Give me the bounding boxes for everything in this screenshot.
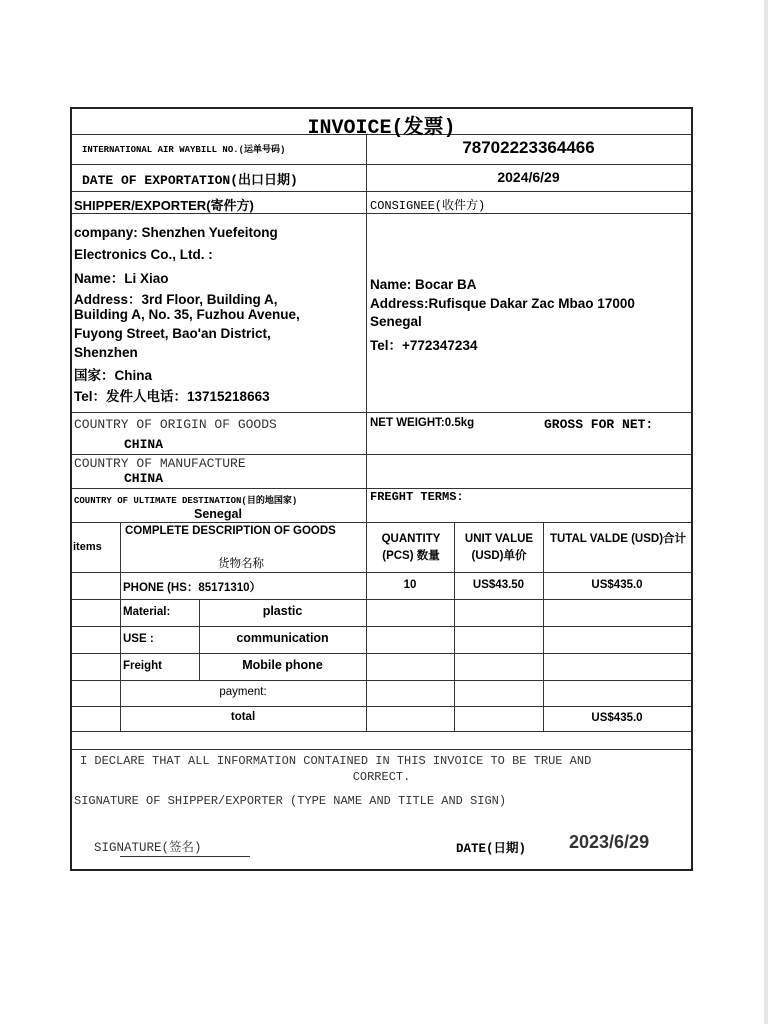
payment-label: payment: bbox=[219, 686, 267, 698]
export-date-label: DATE OF EXPORTATION(出口日期) bbox=[82, 173, 298, 188]
consignee-phone: Tel：+772347234 bbox=[370, 338, 478, 353]
freight-value: Mobile phone bbox=[242, 658, 323, 672]
consignee-address: Address:Rufisque Dakar Zac Mbao 17000 bbox=[370, 296, 635, 311]
shipper-address-2: Building A, No. 35, Fuzhou Avenue, bbox=[74, 307, 300, 322]
grid-line bbox=[120, 522, 121, 731]
waybill-label: INTERNATIONAL AIR WAYBILL NO.(运单号码) bbox=[82, 145, 286, 155]
product-unit-value: US$43.50 bbox=[472, 579, 525, 591]
grid-line bbox=[72, 488, 691, 489]
unit-value-header: UNIT VALUE (USD)单价 bbox=[464, 533, 534, 562]
grid-line bbox=[72, 191, 691, 192]
origin-value: CHINA bbox=[124, 437, 164, 452]
manufacture-value: CHINA bbox=[124, 471, 164, 486]
signature-line[interactable] bbox=[120, 856, 250, 857]
manufacture-label: COUNTRY OF MANUFACTURE bbox=[74, 456, 246, 471]
grid-line bbox=[72, 522, 691, 523]
description-header-cn: 货物名称 bbox=[218, 558, 264, 570]
material-value: plastic bbox=[262, 604, 303, 618]
net-weight: NET WEIGHT:0.5kg bbox=[370, 417, 475, 429]
date-label: DATE(日期) bbox=[456, 842, 527, 856]
grid-line bbox=[72, 572, 691, 573]
signature-caption: SIGNATURE OF SHIPPER/EXPORTER (TYPE NAME AND TITLE AND SIGN) bbox=[74, 794, 507, 808]
grid-line bbox=[72, 599, 691, 600]
destination-label: COUNTRY OF ULTIMATE DESTINATION(目的地国家) bbox=[74, 496, 298, 506]
items-header: items bbox=[73, 541, 102, 553]
grid-line bbox=[72, 412, 691, 413]
invoice-form bbox=[70, 107, 693, 871]
origin-label: COUNTRY OF ORIGIN OF GOODS bbox=[74, 417, 277, 432]
quantity-header: QUANTITY (PCS) 数量 bbox=[381, 533, 441, 562]
gross-for-net: GROSS FOR NET: bbox=[544, 417, 654, 432]
shipper-address-1: Address：3rd Floor, Building A, bbox=[74, 292, 278, 307]
material-label: Material: bbox=[123, 606, 171, 618]
consignee-label: CONSIGNEE(收件方) bbox=[370, 199, 486, 213]
product-description: PHONE (HS：85171310） bbox=[123, 582, 262, 594]
shipper-company-cont: Electronics Co., Ltd. : bbox=[74, 247, 213, 262]
total-amount: US$435.0 bbox=[591, 712, 643, 724]
consignee-name: Name: Bocar BA bbox=[370, 277, 477, 292]
freight-label: Freight bbox=[123, 660, 162, 672]
waybill-number: 78702223364466 bbox=[462, 138, 595, 157]
grid-line bbox=[454, 522, 455, 731]
grid-line bbox=[72, 749, 691, 750]
use-label: USE : bbox=[123, 633, 154, 645]
total-label: total bbox=[230, 711, 256, 723]
invoice-title: INVOICE(发票) bbox=[307, 117, 456, 140]
grid-line bbox=[72, 706, 691, 707]
shipper-country: 国家：China bbox=[74, 368, 153, 383]
grid-line bbox=[543, 522, 544, 731]
shipper-phone: Tel：发件人电话：13715218663 bbox=[74, 389, 270, 404]
grid-line bbox=[366, 522, 367, 731]
consignee-country: Senegal bbox=[370, 314, 422, 329]
product-quantity: 10 bbox=[403, 579, 417, 591]
shipper-label: SHIPPER/EXPORTER(寄件方) bbox=[74, 198, 254, 213]
grid-line bbox=[72, 680, 691, 681]
product-total-value: US$435.0 bbox=[591, 579, 643, 591]
total-value-header: TUTAL VALDE (USD)合计 bbox=[549, 533, 687, 545]
shipper-company: company: Shenzhen Yuefeitong bbox=[74, 225, 278, 240]
signature-label: SIGNATURE(签名) bbox=[94, 841, 202, 855]
freight-terms: FREGHT TERMS: bbox=[370, 490, 464, 504]
destination-value: Senegal bbox=[194, 507, 242, 521]
page-edge bbox=[764, 0, 768, 1024]
grid-line bbox=[366, 134, 367, 522]
shipper-address-4: Shenzhen bbox=[74, 345, 138, 360]
grid-line bbox=[72, 653, 691, 654]
declaration-line-2: CORRECT. bbox=[352, 770, 411, 784]
declaration-line-1: I DECLARE THAT ALL INFORMATION CONTAINED IN THIS INVOICE TO BE TRUE AND bbox=[80, 754, 592, 768]
shipper-address-3: Fuyong Street, Bao'an District, bbox=[74, 326, 271, 341]
shipper-name: Name：Li Xiao bbox=[74, 271, 169, 286]
use-value: communication bbox=[236, 631, 329, 645]
grid-line bbox=[72, 731, 691, 732]
export-date: 2024/6/29 bbox=[497, 169, 560, 185]
grid-line bbox=[72, 454, 691, 455]
description-header: COMPLETE DESCRIPTION OF GOODS bbox=[125, 525, 336, 537]
grid-line bbox=[72, 164, 691, 165]
date-value: 2023/6/29 bbox=[569, 832, 650, 852]
grid-line bbox=[72, 626, 691, 627]
